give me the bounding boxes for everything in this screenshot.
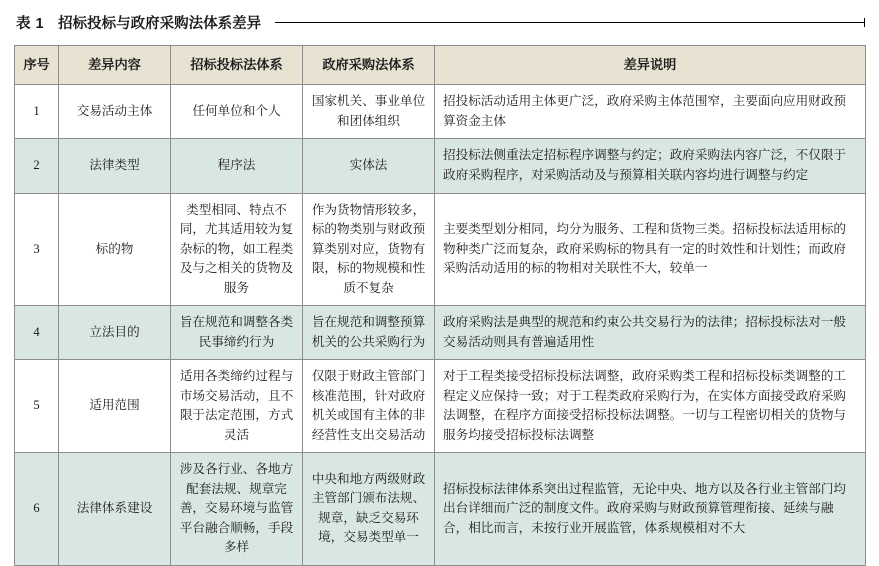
table-body xyxy=(15,85,866,565)
table-caption xyxy=(16,12,865,33)
table-row xyxy=(15,85,866,139)
cell-gov: 实体法 xyxy=(303,139,435,193)
caption-label: 表 1 xyxy=(16,16,45,32)
comparison-table xyxy=(14,45,866,566)
cell-gov: 国家机关、事业单位和团体组织 xyxy=(303,85,435,139)
cell-item: 立法目的 xyxy=(59,306,171,360)
cell-desc: 招投标活动适用主体更广泛，政府采购主体范围窄，主要面向应用财政预算资金主体 xyxy=(435,85,866,139)
caption-title: 招标投标与政府采购法体系差异 xyxy=(58,16,262,32)
cell-item: 交易活动主体 xyxy=(59,85,171,139)
cell-item: 法律类型 xyxy=(59,139,171,193)
header-cell-desc: 差异说明 xyxy=(435,46,866,85)
cell-bid: 适用各类缔约过程与市场交易活动，且不限于法定范围，方式灵活 xyxy=(171,360,303,453)
header-cell-bid: 招标投标法体系 xyxy=(171,46,303,85)
cell-desc: 主要类型划分相同，均分为服务、工程和货物三类。招标投标法适用标的物种类广泛而复杂，政府采购标的物具有一定的时效性和计划性；而政府采购活动适用的标的物相对关联性不大，较单一 xyxy=(435,193,866,306)
cell-item: 适用范围 xyxy=(59,360,171,453)
cell-bid: 涉及各行业、各地方配套法规、规章完善，交易环境与监管平台融合顺畅，手段多样 xyxy=(171,453,303,566)
cell-bid: 旨在规范和调整各类民事缔约行为 xyxy=(171,306,303,360)
cell-no: 6 xyxy=(15,453,59,566)
cell-desc: 政府采购法是典型的规范和约束公共交易行为的法律；招标投标法对一般交易活动则具有普遍适用性 xyxy=(435,306,866,360)
cell-no: 1 xyxy=(15,85,59,139)
cell-item: 标的物 xyxy=(59,193,171,306)
cell-desc: 对于工程类接受招标投标法调整，政府采购类工程和招标投标类调整的工程定义应保持一致；对于工程类政府采购行为，在实体方面接受政府采购法调整，在程序方面接受招标投标法调整。一切与工程密切相关的货物与服务均接受招标投标法调整 xyxy=(435,360,866,453)
cell-gov: 仅限于财政主管部门核准范围，针对政府机关或国有主体的非经营性支出交易活动 xyxy=(303,360,435,453)
cell-no: 5 xyxy=(15,360,59,453)
cell-gov: 作为货物情形较多，标的物类别与财政预算类别对应，货物有限，标的物规模和性质不复杂 xyxy=(303,193,435,306)
table-row xyxy=(15,193,866,306)
header-cell-no: 序号 xyxy=(15,46,59,85)
cell-gov: 旨在规范和调整预算机关的公共采购行为 xyxy=(303,306,435,360)
caption-rule xyxy=(275,22,865,23)
table-row xyxy=(15,360,866,453)
cell-no: 2 xyxy=(15,139,59,193)
cell-gov: 中央和地方两级财政主管部门颁布法规、规章，缺乏交易环境，交易类型单一 xyxy=(303,453,435,566)
header-cell-item: 差异内容 xyxy=(59,46,171,85)
cell-bid: 程序法 xyxy=(171,139,303,193)
cell-bid: 任何单位和个人 xyxy=(171,85,303,139)
table-row xyxy=(15,306,866,360)
cell-bid: 类型相同、特点不同，尤其适用较为复杂标的物，如工程类及与之相关的货物及服务 xyxy=(171,193,303,306)
header-row xyxy=(15,46,866,85)
cell-no: 4 xyxy=(15,306,59,360)
table-header xyxy=(15,46,866,85)
table-row xyxy=(15,453,866,566)
cell-desc: 招标投标法律体系突出过程监管，无论中央、地方以及各行业主管部门均出台详细而广泛的制度文件。政府采购与财政预算管理衔接、延续与融合，相比而言，未按行业开展监管，体系规模相对不大 xyxy=(435,453,866,566)
cell-desc: 招投标法侧重法定招标程序调整与约定；政府采购法内容广泛，不仅限于政府采购程序，对采购活动及与预算相关联内容均进行调整与约定 xyxy=(435,139,866,193)
table-row xyxy=(15,139,866,193)
cell-item: 法律体系建设 xyxy=(59,453,171,566)
cell-no: 3 xyxy=(15,193,59,306)
header-cell-gov: 政府采购法体系 xyxy=(303,46,435,85)
